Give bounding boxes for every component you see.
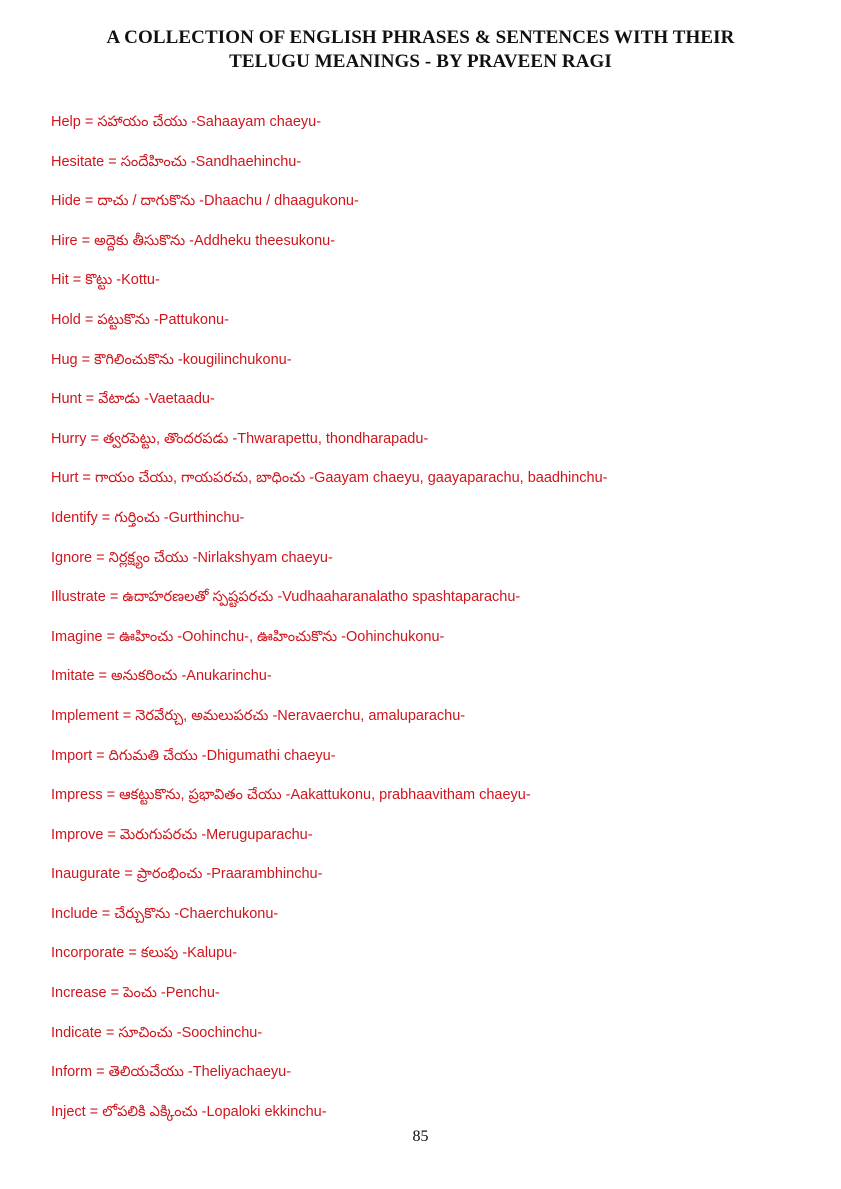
english-word: Implement	[51, 707, 119, 724]
transliteration: -Praarambhinchu-	[206, 866, 323, 883]
telugu-meaning: తెలియచేయు	[108, 1064, 184, 1081]
english-word: Imagine	[51, 628, 103, 645]
telugu-meaning: నిర్లక్ష్యం చేయు	[108, 549, 189, 566]
english-word: Hire	[51, 232, 78, 249]
telugu-meaning: ఊహించు	[119, 628, 174, 645]
phrase-entry	[51, 189, 831, 229]
telugu-meaning: ఉదాహరణలతో స్పష్టపరచు	[122, 589, 274, 606]
equals-sign: =	[103, 826, 120, 843]
telugu-meaning: నెరవేర్చు, అమలుపరచు	[135, 707, 269, 724]
phrase-entry	[51, 1060, 831, 1100]
english-word: Increase	[51, 985, 107, 1002]
equals-sign: =	[102, 787, 120, 804]
telugu-meaning: కౌగిలించుకొను	[94, 351, 174, 368]
phrase-entry	[51, 150, 831, 190]
equals-sign: =	[92, 747, 109, 764]
page-number: 85	[412, 1128, 429, 1145]
english-word: Hurt	[51, 470, 79, 487]
phrase-entry	[51, 862, 831, 902]
english-word: Indicate	[51, 1024, 102, 1041]
telugu-meaning: సందేహించు	[120, 153, 187, 170]
transliteration: -Penchu-	[160, 985, 220, 1002]
phrase-entry	[51, 308, 831, 348]
phrase-entry	[51, 268, 831, 308]
phrase-entry	[51, 744, 831, 784]
equals-sign: =	[68, 272, 86, 289]
telugu-meaning: సహాయం చేయు	[97, 114, 188, 130]
transliteration: -Soochinchu-	[176, 1024, 263, 1041]
equals-sign: =	[97, 509, 115, 526]
english-word: Help	[51, 114, 81, 130]
phrase-entry	[51, 941, 831, 981]
equals-sign: =	[106, 985, 124, 1002]
transliteration: -Gurthinchu-	[163, 509, 245, 526]
phrase-entry	[51, 783, 831, 823]
equals-sign: =	[118, 707, 136, 724]
telugu-meaning: ఆకట్టుకొను, ప్రభావితం చేయు	[119, 787, 282, 804]
english-word: Impress	[51, 787, 103, 804]
equals-sign: =	[105, 589, 123, 606]
english-word: Import	[51, 747, 93, 764]
equals-sign: =	[80, 114, 98, 130]
phrase-entry	[51, 387, 831, 427]
transliteration: -Sandhaehinchu-	[190, 153, 302, 170]
equals-sign: =	[97, 905, 115, 922]
english-word: Hide	[51, 193, 81, 210]
telugu-meaning: చేర్చుకొను	[114, 905, 171, 922]
equals-sign: =	[102, 628, 120, 645]
english-word: Incorporate	[51, 945, 125, 962]
english-word: Inject	[51, 1103, 86, 1120]
english-word: Hold	[51, 311, 81, 328]
phrase-entry	[51, 546, 831, 586]
telugu-meaning: ప్రారంభించు	[136, 866, 203, 883]
english-word: Hesitate	[51, 153, 105, 170]
phrase-entry	[51, 664, 831, 704]
equals-sign: =	[77, 351, 95, 368]
telugu-meaning: దిగుమతి చేయు	[108, 747, 198, 764]
telugu-meaning: గుర్తించు	[114, 509, 160, 526]
equals-sign: =	[86, 430, 103, 447]
english-word: Hug	[51, 351, 78, 368]
equals-sign: =	[104, 153, 121, 170]
equals-sign: =	[85, 1103, 103, 1120]
equals-sign: =	[77, 232, 95, 249]
phrase-entry	[51, 348, 831, 388]
transliteration: -Meruguparachu-	[201, 826, 313, 843]
equals-sign: =	[92, 1064, 109, 1081]
english-word: Include	[51, 905, 98, 922]
transliteration: -Lopaloki ekkinchu-	[201, 1103, 327, 1120]
english-word: Improve	[51, 826, 104, 843]
english-word: Illustrate	[51, 589, 106, 606]
phrase-entry	[51, 229, 831, 269]
transliteration: -Theliyachaeyu-	[187, 1064, 292, 1081]
telugu-meaning: సూచించు	[118, 1024, 173, 1041]
equals-sign: =	[120, 866, 137, 883]
equals-sign: =	[80, 311, 98, 328]
phrase-entry	[51, 427, 831, 467]
transliteration: -Chaerchukonu-	[174, 905, 279, 922]
telugu-meaning: అద్దెకు తీసుకొను	[94, 232, 186, 249]
transliteration: -Dhigumathi chaeyu-	[201, 747, 336, 764]
equals-sign: =	[124, 945, 141, 962]
english-word: Hurry	[51, 430, 87, 447]
transliteration: -Oohinchu-, ఊహించుకొను -Oohinchukonu-	[177, 628, 445, 645]
page-title-line-1: A COLLECTION OF ENGLISH PHRASES & SENTENCES WITH THEIR	[106, 27, 735, 48]
phrase-entry	[51, 823, 831, 863]
transliteration: -Kalupu-	[182, 945, 238, 962]
transliteration: -Vaetaadu-	[144, 391, 215, 408]
transliteration: -Aakattukonu, prabhaavitham chaeyu-	[285, 787, 531, 804]
phrase-entry	[51, 110, 831, 150]
transliteration: -Thwarapettu, thondharapadu-	[232, 430, 429, 447]
equals-sign: =	[81, 391, 99, 408]
transliteration: -Nirlakshyam chaeyu-	[192, 549, 333, 566]
phrase-entry	[51, 506, 831, 546]
phrase-entry	[51, 704, 831, 744]
transliteration: -Vudhaaharanalatho spashtaparachu-	[277, 589, 521, 606]
english-word: Hit	[51, 272, 69, 289]
telugu-meaning: గాయం చేయు, గాయపరచు, బాధించు	[94, 470, 306, 487]
english-word: Inform	[51, 1064, 93, 1081]
telugu-meaning: పెంచు	[123, 985, 157, 1002]
telugu-meaning: త్వరపెట్టు, తొందరపడు	[102, 430, 229, 447]
telugu-meaning: పట్టుకొను	[97, 311, 150, 328]
equals-sign: =	[80, 193, 98, 210]
phrase-entry	[51, 625, 831, 665]
english-word: Identify	[51, 509, 98, 526]
transliteration: -Neravaerchu, amaluparachu-	[272, 707, 466, 724]
transliteration: -Kottu-	[116, 272, 160, 289]
telugu-meaning: మెరుగుపరచు	[119, 826, 198, 843]
equals-sign: =	[92, 549, 109, 566]
transliteration: -Sahaayam chaeyu-	[191, 114, 322, 130]
phrase-entry	[51, 466, 831, 506]
transliteration: -Pattukonu-	[153, 311, 229, 328]
equals-sign: =	[94, 668, 112, 685]
telugu-meaning: లోపలికి ఎక్కించు	[102, 1103, 198, 1120]
page-title	[0, 26, 841, 74]
transliteration: -Gaayam chaeyu, gaayaparachu, baadhinchu-	[309, 470, 608, 487]
telugu-meaning: వేటాడు	[98, 391, 141, 408]
equals-sign: =	[78, 470, 95, 487]
transliteration: -kougilinchukonu-	[177, 351, 292, 368]
transliteration: -Dhaachu / dhaagukonu-	[199, 193, 359, 210]
equals-sign: =	[101, 1024, 119, 1041]
telugu-meaning: కలుపు	[140, 945, 179, 962]
phrase-entry	[51, 585, 831, 625]
telugu-meaning: అనుకరించు	[111, 668, 178, 685]
english-word: Hunt	[51, 391, 82, 408]
telugu-meaning: కొట్టు	[85, 272, 113, 289]
english-word: Inaugurate	[51, 866, 121, 883]
english-word: Imitate	[51, 668, 95, 685]
page-title-line-2: TELUGU MEANINGS - BY PRAVEEN RAGI	[229, 51, 612, 72]
phrase-entry	[51, 902, 831, 942]
phrase-entry	[51, 981, 831, 1021]
transliteration: -Addheku theesukonu-	[189, 232, 336, 249]
english-word: Ignore	[51, 549, 93, 566]
phrase-list	[51, 110, 831, 1139]
telugu-meaning: దాచు / దాగుకొను	[97, 193, 196, 210]
phrase-entry	[51, 1021, 831, 1061]
transliteration: -Anukarinchu-	[181, 668, 272, 685]
